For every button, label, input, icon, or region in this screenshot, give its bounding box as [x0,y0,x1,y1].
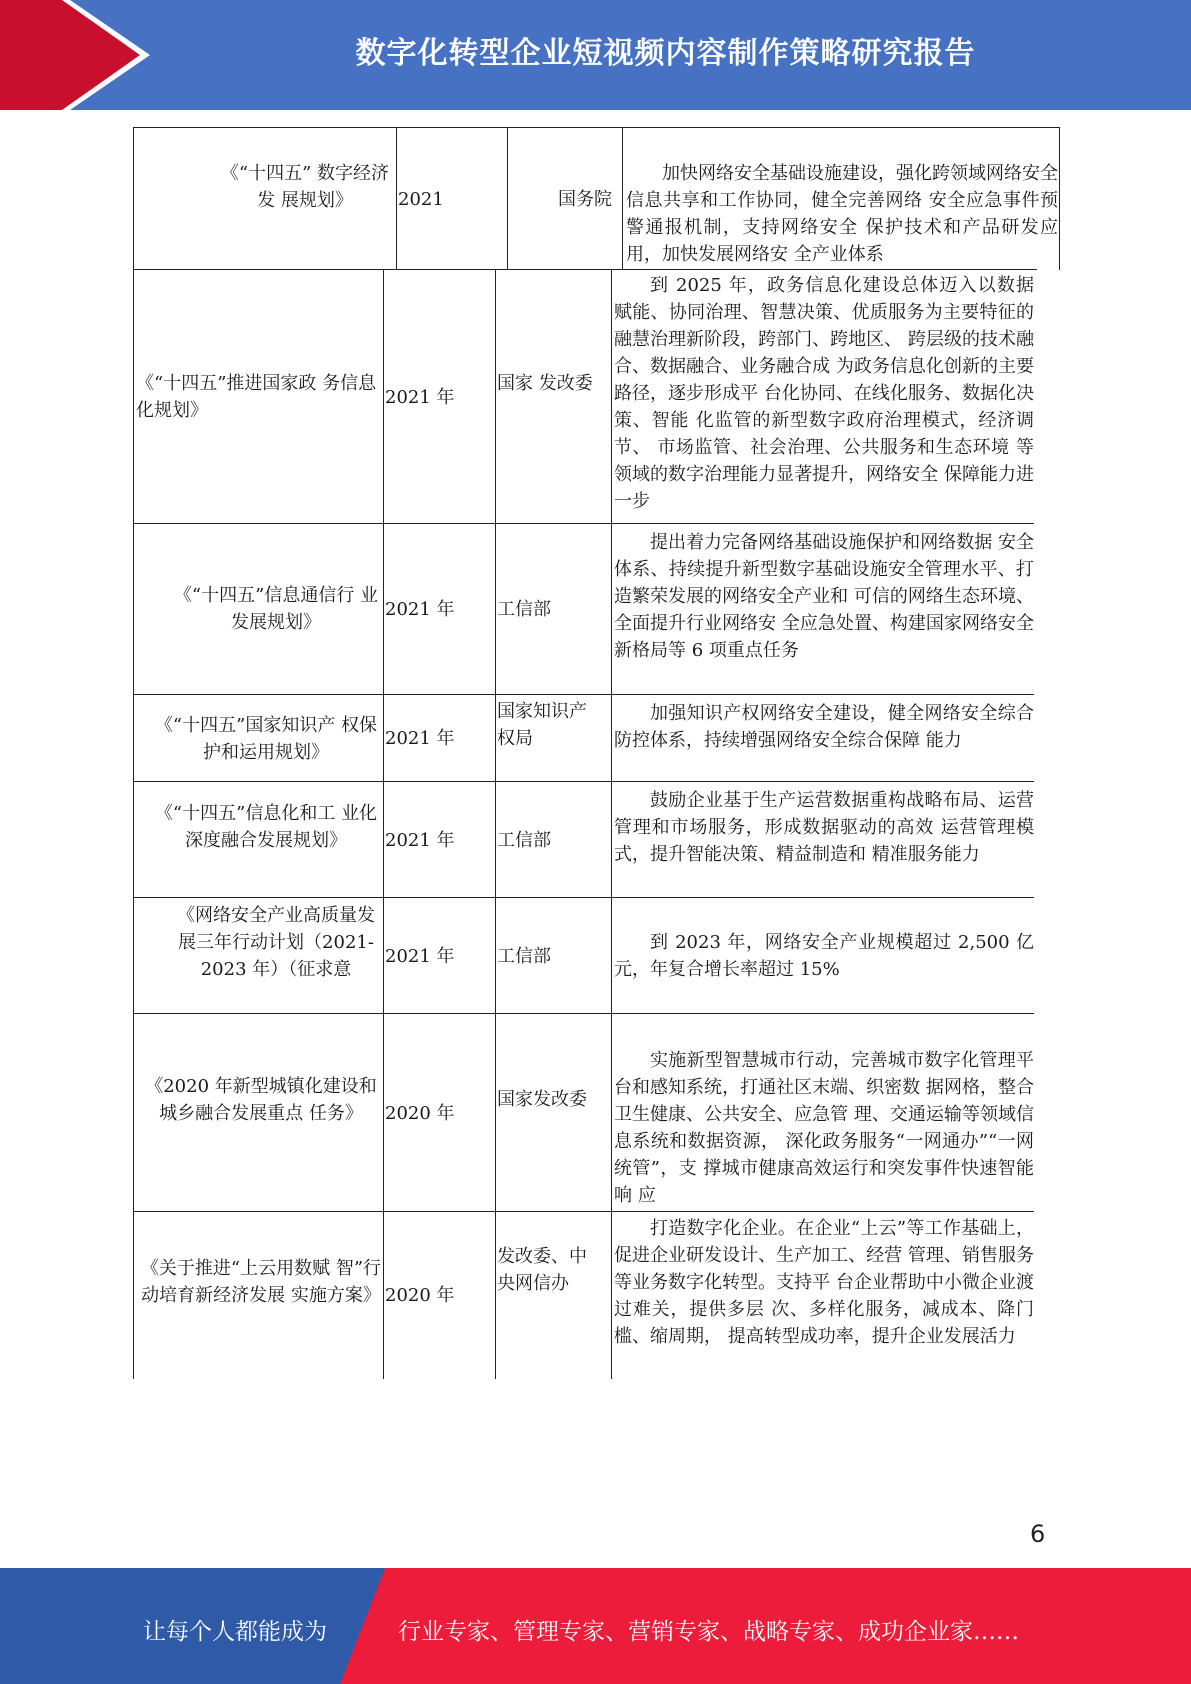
policy-name: 《“十四五”信息通信行 业发展规划》 [173,585,379,633]
policy-name: 《网络安全产业高质量发展三年行动计划（2021-2023 年）（征求意 [177,905,375,980]
policy-dept: 发改委、中央网信办 [497,1246,587,1294]
footer-slogan-right: 行业专家、管理专家、营销专家、战略专家、成功企业家…… [398,1619,1019,1645]
policy-dept: 国务院 [558,189,612,210]
policy-dept: 国家发改委 [497,1089,587,1110]
policy-year: 2021 年 [385,599,455,620]
policy-dept: 国家知识产权局 [497,701,587,749]
policy-year: 2021 年 [385,830,455,851]
policy-dept: 工信部 [497,830,551,851]
policy-dept: 工信部 [497,946,551,967]
policy-content: 加强知识产权网络安全建设，健全网络安全综合防控体系，持续增强网络安全综合保障 能力 [614,703,1034,751]
policy-name: 《“十四五”国家知识产 权保护和运用规划》 [154,715,378,763]
policy-year: 2021 年 [385,946,455,967]
policy-content: 鼓励企业基于生产运营数据重构战略布局、运营管理和市场服务，形成数据驱动的高效 运营管理模式，提升智能决策、精益制造和 精准服务能力 [614,790,1034,865]
policy-year: 2021 [398,189,444,210]
policy-year: 2020 年 [385,1103,455,1124]
policy-dept: 国家 发改委 [497,373,593,394]
policy-year: 2020 年 [385,1285,455,1306]
policy-content: 加快网络安全基础设施建设，强化跨领域网络安全信息共享和工作协同，健全完善网络 安全应急事件预警通报机制，支持网络安全 保护技术和产品研发应用，加快发展网络安 全产业体系 [626,163,1058,265]
policy-name: 《“十四五”信息化和工 业化深度融合发展规划》 [154,803,378,851]
policy-name: 《“十四五”推进国家政 务信息化规划》 [136,373,377,421]
policy-content: 实施新型智慧城市行动，完善城市数字化管理平台和感知系统，打通社区末端、织密数 据网格，整合卫生健康、公共安全、应急管 理、交通运输等领域信息系统和数据资源， 深化政务服务“一网通办”“一网统管”，支 撑城市健康高效运行和突发事件快速智能响 应 [614,1050,1034,1206]
policy-name: 《关于推进“上云用数赋 智”行动培育新经济发展 实施方案》 [140,1258,382,1306]
policy-name: 《“十四五” 数字经济发 展规划》 [220,163,390,211]
policy-content: 到 2025 年，政务信息化建设总体迈入以数据 赋能、协同治理、智慧决策、优质服务为主要特征的融慧治理新阶段，跨部门、跨地区、 跨层级的技术融合、数据融合、业务融合成 为政务信息化创新的主要路径，逐步形成平 台化协同、在线化服务、数据化决策、智能 化监管的新型数字政府治理模式，经济调节、 市场监管、社会治理、公共服务和生态环境 等领域的数字治理能力显著提升，网络安全 保障能力进一步 [614,275,1034,512]
policy-content: 打造数字化企业。在企业“上云”等工作基础上，促进企业研发设计、生产加工、经营 管理、销售服务等业务数字化转型。支持平 台企业帮助中小微企业渡过难关，提供多层 次、多样化服务，减成本、降门槛、缩周期， 提高转型成功率，提升企业发展活力 [614,1218,1034,1347]
footer-slogan-left: 让每个人都能成为 [143,1619,327,1645]
policy-dept: 工信部 [497,599,551,620]
policy-content: 到 2023 年，网络安全产业规模超过 2,500 亿元，年复合增长率超过 15% [614,932,1034,980]
page-footer [0,1568,1191,1684]
policy-name: 《2020 年新型城镇化建设和城乡融合发展重点 任务》 [145,1076,377,1124]
policy-year: 2021 年 [385,387,455,408]
page-number: 6 [1030,1520,1046,1548]
policy-year: 2021 年 [385,728,455,749]
report-title: 数字化转型企业短视频内容制作策略研究报告 [355,36,976,71]
policy-content: 提出着力完备网络基础设施保护和网络数据 安全体系、持续提升新型数字基础设施安全管理水平、打造繁荣发展的网络安全产业和 可信的网络生态环境、全面提升行业网络安 全应急处置、构建国家网络安全新格局等 6 项重点任务 [614,532,1034,661]
